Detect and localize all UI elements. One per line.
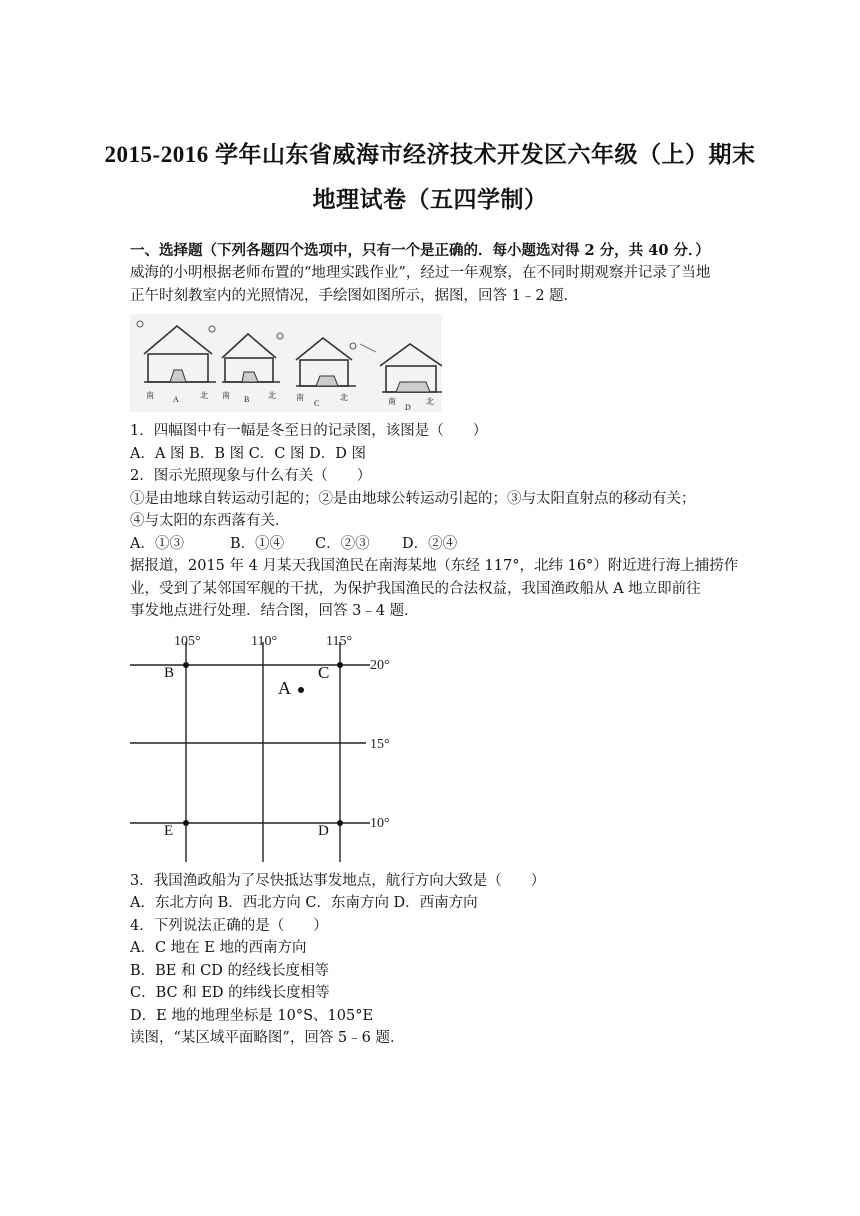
sunlight-houses-figure <box>130 314 442 412</box>
house-a-label: A <box>173 395 179 404</box>
point-e-dot <box>183 820 189 826</box>
passage-2-line-3: 事发地点进行处理．结合图，回答 3﹣4 题． <box>130 603 419 619</box>
question-4-option-d: D．E 地的地理坐标是 10°S、105°E <box>130 1008 374 1024</box>
house-a-south-label: 南 <box>146 391 154 400</box>
exam-title-line-1: 2015-2016 学年山东省威海市经济技术开发区六年级（上）期末 <box>104 142 756 167</box>
question-3-stem: 3．我国渔政船为了尽快抵达事发地点，航行方向大致是（ ） <box>130 873 546 889</box>
house-d-north-label: 北 <box>426 397 434 406</box>
lon-label-105: 105° <box>174 634 201 649</box>
question-3-options: A．东北方向 B．西北方向 C．东南方向 D．西南方向 <box>130 895 478 911</box>
house-d-south-label: 南 <box>388 397 396 406</box>
closing-instruction: 读图，“某区域平面略图”，回答 5﹣6 题． <box>130 1030 405 1046</box>
house-b-north-label: 北 <box>268 391 276 400</box>
intro-text-2: 正午时刻教室内的光照情况，手绘图如图所示，据图，回答 1﹣2 题． <box>130 288 579 304</box>
lon-label-115: 115° <box>326 634 353 649</box>
point-a-dot <box>298 687 304 693</box>
point-b-dot <box>183 662 189 668</box>
question-2-option-d: D．②④ <box>402 536 458 552</box>
point-e-label: E <box>164 823 174 839</box>
house-c-north-label: 北 <box>340 393 348 402</box>
section-heading: 一、选择题（下列各题四个选项中，只有一个是正确的．每小题选对得 2 分，共 40 分．） <box>130 242 710 259</box>
question-2-statement-2: ④与太阳的东西落有关． <box>130 513 290 529</box>
passage-2-line-1: 据报道，2015 年 4 月某天我国渔民在南海某地（东经 117°，北纬 16°）附近进行海上捕捞作 <box>130 558 739 574</box>
lat-label-20: 20° <box>370 658 390 673</box>
lat-long-grid-figure <box>130 630 400 862</box>
question-4-option-b: B．BE 和 CD 的经线长度相等 <box>130 963 329 979</box>
house-c-label: C <box>314 399 320 408</box>
question-4-stem: 4．下列说法正确的是（ ） <box>130 918 328 934</box>
question-2-option-b: B．①④ <box>230 536 285 552</box>
intro-text-1: 威海的小明根据老师布置的“地理实践作业”，经过一年观察，在不同时期观察并记录了当地 <box>130 265 711 281</box>
lat-label-15: 15° <box>370 737 390 752</box>
house-c-south-label: 南 <box>296 393 304 402</box>
house-a-north-label: 北 <box>200 391 208 400</box>
house-b-label: B <box>244 395 250 404</box>
point-d-dot <box>337 820 343 826</box>
point-b-label: B <box>164 665 175 681</box>
house-d-label: D <box>405 403 411 412</box>
question-2-option-c: C．②③ <box>315 536 370 552</box>
point-a-label: A <box>278 678 291 698</box>
passage-2-line-2: 业，受到了某邻国军舰的干扰，为保护我国渔民的合法权益，我国渔政船从 A 地立即前往 <box>130 581 701 597</box>
point-c-label: C <box>318 663 330 682</box>
exam-title-line-2: 地理试卷（五四学制） <box>312 187 548 212</box>
house-b-south-label: 南 <box>222 391 230 400</box>
lon-label-110: 110° <box>251 634 278 649</box>
question-4-option-a: A．C 地在 E 地的西南方向 <box>130 940 307 956</box>
question-2-options <box>130 533 740 555</box>
point-d-label: D <box>318 823 329 839</box>
question-2-option-a: A．①③ <box>130 536 184 552</box>
point-c-dot <box>337 662 343 668</box>
question-1-options: A．A 图 B．B 图 C．C 图 D．D 图 <box>130 446 366 462</box>
lat-label-10: 10° <box>370 816 390 831</box>
question-4-option-c: C．BC 和 ED 的纬线长度相等 <box>130 985 330 1001</box>
question-2-statement-1: ①是由地球自转运动引起的；②是由地球公转运动引起的；③与太阳直射点的移动有关； <box>130 491 696 507</box>
question-2-stem: 2．图示光照现象与什么有关（ ） <box>130 468 372 484</box>
question-1-stem: 1．四幅图中有一幅是冬至日的记录图，该图是（ ） <box>130 423 488 439</box>
